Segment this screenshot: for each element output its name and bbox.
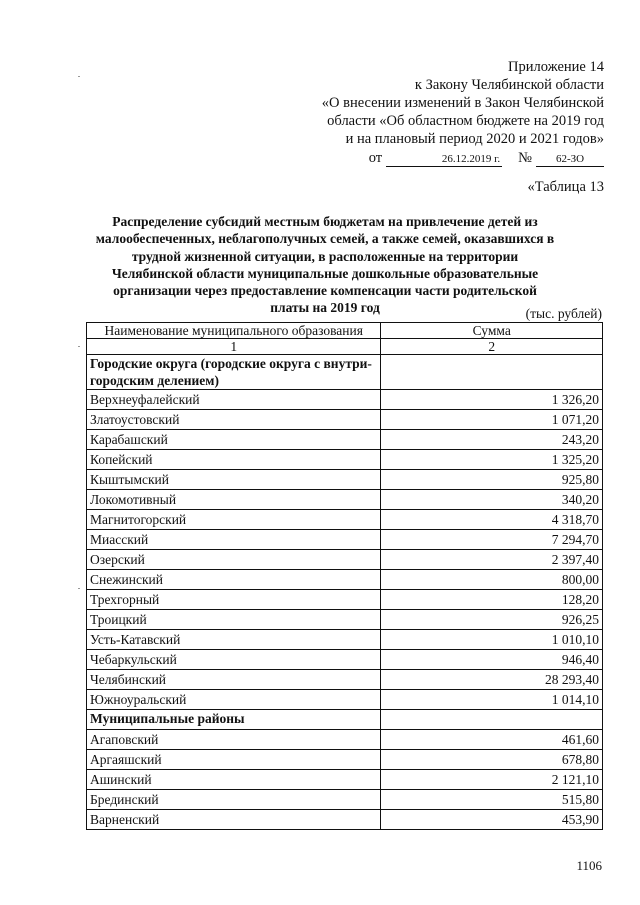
number-label: № [518, 150, 532, 166]
law-title-line-3: и на плановый период 2020 и 2021 годов» [345, 131, 604, 147]
subsidy-amount: 340,20 [381, 490, 603, 510]
subsidy-amount: 1 010,10 [381, 630, 603, 650]
column-number-1: 1 [87, 339, 381, 355]
group-name: Городские округа (городские округа с внутри-городским делением) [87, 355, 381, 390]
municipality-name: Брединский [87, 790, 381, 810]
table-label: «Таблица 13 [527, 179, 604, 195]
municipality-name: Усть-Катавский [87, 630, 381, 650]
municipality-name: Озерский [87, 550, 381, 570]
table-row [87, 410, 603, 430]
table-row [87, 770, 603, 790]
municipality-name: Копейский [87, 450, 381, 470]
subsidy-amount: 946,40 [381, 650, 603, 670]
scan-speck [78, 588, 80, 589]
group-name: Муниципальные районы [87, 710, 381, 730]
municipality-name: Магнитогорский [87, 510, 381, 530]
municipality-name: Челябинский [87, 670, 381, 690]
municipality-name: Ашинский [87, 770, 381, 790]
table-row [87, 610, 603, 630]
table-header-row [87, 323, 603, 339]
table-row [87, 810, 603, 830]
subsidy-amount: 678,80 [381, 750, 603, 770]
table-row [87, 470, 603, 490]
subsidy-amount: 515,80 [381, 790, 603, 810]
municipality-name: Трехгорный [87, 590, 381, 610]
municipality-name: Кыштымский [87, 470, 381, 490]
table-row [87, 450, 603, 470]
date-number-row [274, 149, 604, 167]
group-sum-cell [381, 710, 603, 730]
municipality-name: Карабашский [87, 430, 381, 450]
subsidy-table [86, 322, 603, 830]
table-row [87, 730, 603, 750]
subsidy-amount: 1 325,20 [381, 450, 603, 470]
page-number: 1106 [576, 858, 602, 873]
municipality-name: Чебаркульский [87, 650, 381, 670]
column-number-row [87, 339, 603, 355]
appendix-number: Приложение 14 [508, 59, 604, 75]
subsidy-amount: 7 294,70 [381, 530, 603, 550]
municipality-name: Златоустовский [87, 410, 381, 430]
municipality-name: Верхнеуфалейский [87, 390, 381, 410]
subsidy-amount: 2 397,40 [381, 550, 603, 570]
municipality-name: Троицкий [87, 610, 381, 630]
document-title: Распределение субсидий местным бюджетам на привлечение детей из малообеспеченных, неблагополучных семей, а также семей, оказавшихся в трудной жизненной ситуации, в расположенные на территории Челябинской области муниципальные дошкольные образовательные организации через предоставление компенсации части родительской платы на 2019 год [95, 214, 555, 316]
table-row [87, 630, 603, 650]
subsidy-amount: 1 326,20 [381, 390, 603, 410]
subsidy-amount: 925,80 [381, 470, 603, 490]
subsidy-amount: 800,00 [381, 570, 603, 590]
municipality-name: Аргаяшский [87, 750, 381, 770]
law-reference: к Закону Челябинской области [414, 77, 604, 93]
municipality-name: Локомотивный [87, 490, 381, 510]
table-row [87, 510, 603, 530]
subsidy-amount: 1 014,10 [381, 690, 603, 710]
group-header-row [87, 710, 603, 730]
table-row [87, 690, 603, 710]
appendix-header [274, 58, 604, 167]
subsidy-amount: 243,20 [381, 430, 603, 450]
subsidy-amount: 28 293,40 [381, 670, 603, 690]
table-row [87, 530, 603, 550]
subsidy-amount: 4 318,70 [381, 510, 603, 530]
law-title-line-1: «О внесении изменений в Закон Челябинской [321, 95, 604, 111]
table-row [87, 570, 603, 590]
scan-speck [78, 76, 80, 77]
subsidy-amount: 1 071,20 [381, 410, 603, 430]
group-header-row [87, 355, 603, 390]
table-row [87, 670, 603, 690]
subsidy-amount: 926,25 [381, 610, 603, 630]
municipality-name: Снежинский [87, 570, 381, 590]
column-header-name: Наименование муниципального образования [87, 323, 381, 339]
subsidy-amount: 128,20 [381, 590, 603, 610]
law-date: 26.12.2019 г. [386, 153, 502, 167]
municipality-name: Южноуральский [87, 690, 381, 710]
column-number-2: 2 [381, 339, 603, 355]
subsidy-amount: 453,90 [381, 810, 603, 830]
municipality-name: Агаповский [87, 730, 381, 750]
table-row [87, 790, 603, 810]
municipality-name: Миасский [87, 530, 381, 550]
table-row [87, 750, 603, 770]
municipality-name: Варненский [87, 810, 381, 830]
subsidy-amount: 2 121,10 [381, 770, 603, 790]
scan-speck [78, 346, 80, 347]
table-row [87, 590, 603, 610]
table-row [87, 550, 603, 570]
law-number: 62-ЗО [536, 153, 604, 167]
table-row [87, 390, 603, 410]
group-sum-cell [381, 355, 603, 390]
column-header-sum: Сумма [381, 323, 603, 339]
subsidy-amount: 461,60 [381, 730, 603, 750]
table-row [87, 650, 603, 670]
units-label: (тыс. рублей) [525, 306, 602, 321]
table-row [87, 430, 603, 450]
law-title-line-2: области «Об областном бюджете на 2019 год [327, 113, 604, 129]
from-label: от [368, 150, 383, 166]
table-row [87, 490, 603, 510]
